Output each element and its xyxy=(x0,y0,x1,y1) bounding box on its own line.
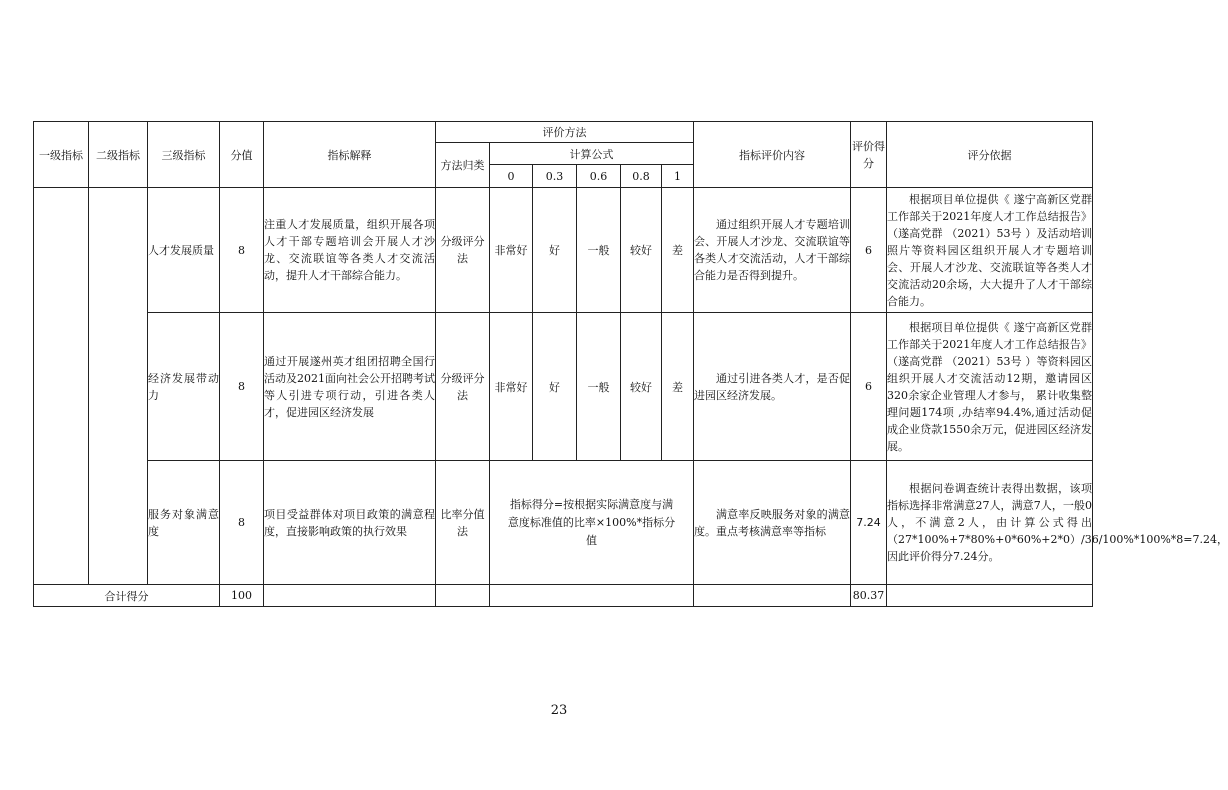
content-cell: 满意率反映服务对象的满意度。重点考核满意率等指标 xyxy=(694,461,851,585)
explanation-cell: 注重人才发展质量，组织开展各项人才干部专题培训会开展人才沙龙、交流联谊等各类人才交流活动，提升人才干部综合能力。 xyxy=(264,188,436,313)
total-empty-cell xyxy=(264,585,436,607)
header-explanation: 指标解释 xyxy=(264,122,436,188)
level3-cell: 服务对象满意度 xyxy=(148,461,220,585)
eval-score-cell: 6 xyxy=(851,188,887,313)
level2-cell xyxy=(89,188,148,585)
level3-cell: 经济发展带动力 xyxy=(148,313,220,461)
header-level2: 二级指标 xyxy=(89,122,148,188)
level3-cell: 人才发展质量 xyxy=(148,188,220,313)
header-formula-col: 1 xyxy=(662,165,694,188)
explanation-cell: 项目受益群体对项目政策的满意程度，直接影响政策的执行效果 xyxy=(264,461,436,585)
total-score: 100 xyxy=(220,585,264,607)
total-eval-score: 80.37 xyxy=(851,585,887,607)
total-label: 合计得分 xyxy=(34,585,220,607)
content-cell: 通过引进各类人才，是否促进园区经济发展。 xyxy=(694,313,851,461)
total-empty-cell xyxy=(694,585,851,607)
explanation-cell: 通过开展遂州英才组团招聘全国行活动及2021面向社会公开招聘考试等人引进专项行动，引进各类人才，促进园区经济发展 xyxy=(264,313,436,461)
header-content: 指标评价内容 xyxy=(694,122,851,188)
grade-cell: 好 xyxy=(533,188,577,313)
table-row xyxy=(34,188,1093,313)
total-empty-cell xyxy=(887,585,1093,607)
header-formula-col: 0 xyxy=(490,165,533,188)
table-row xyxy=(34,313,1093,461)
score-cell: 8 xyxy=(220,313,264,461)
grade-cell: 非常好 xyxy=(490,188,533,313)
score-cell: 8 xyxy=(220,188,264,313)
method-cell: 分级评分法 xyxy=(436,188,490,313)
table-row xyxy=(34,461,1093,585)
grade-cell: 一般 xyxy=(577,313,621,461)
header-method-group: 评价方法 xyxy=(436,122,694,143)
basis-cell: 根据项目单位提供《 遂宁高新区党群工作部关于2021年度人才工作总结报告》（遂高党群 （2021）53号 ）及活动培训照片等资料园区组织开展人才专题培训会、开展人才沙龙、交流联谊等各类人才交流活动20余场，大大提升了人才干部综合能力。 xyxy=(887,188,1093,313)
grade-cell: 较好 xyxy=(621,313,662,461)
header-method-type: 方法归类 xyxy=(436,143,490,188)
total-empty-cell xyxy=(490,585,694,607)
grade-cell: 好 xyxy=(533,313,577,461)
eval-score-cell: 7.24 xyxy=(851,461,887,585)
header-formula-col: 0.8 xyxy=(621,165,662,188)
grade-cell: 差 xyxy=(662,188,694,313)
score-cell: 8 xyxy=(220,461,264,585)
header-basis: 评分依据 xyxy=(887,122,1093,188)
content-cell: 通过组织开展人才专题培训会、开展人才沙龙、交流联谊等各类人才交流活动，人才干部综合能力是否得到提升。 xyxy=(694,188,851,313)
basis-cell: 根据问卷调查统计表得出数据，该项指标选择非常满意27人，满意7人，一般0人，不满意2人，由计算公式得出（27*100%+7*80%+0*60%+2*0）/36/100%*100%*8=7.24，因此评价得分7.24分。 xyxy=(887,461,1093,585)
eval-score-cell: 6 xyxy=(851,313,887,461)
grade-cell: 非常好 xyxy=(490,313,533,461)
grade-cell: 差 xyxy=(662,313,694,461)
method-cell: 分级评分法 xyxy=(436,313,490,461)
header-formula-group: 计算公式 xyxy=(490,143,694,165)
header-eval-score: 评价得分 xyxy=(851,122,887,188)
formula-cell: 指标得分=按根据实际满意度与满意度标准值的比率×100%*指标分值 xyxy=(490,461,694,585)
header-level1: 一级指标 xyxy=(34,122,89,188)
total-empty-cell xyxy=(436,585,490,607)
level1-cell xyxy=(34,188,89,585)
header-score: 分值 xyxy=(220,122,264,188)
method-cell: 比率分值法 xyxy=(436,461,490,585)
grade-cell: 较好 xyxy=(621,188,662,313)
header-row-1 xyxy=(34,122,1093,143)
grade-cell: 一般 xyxy=(577,188,621,313)
basis-cell: 根据项目单位提供《 遂宁高新区党群工作部关于2021年度人才工作总结报告》（遂高党群 （2021）53号 ）等资料园区组织开展人才交流活动12期，邀请园区320余家企业管理人才参与， 累计收集整理问题174项 ,办结率94.4%,通过活动促成企业贷款1550余万元，促进园区经济发展。 xyxy=(887,313,1093,461)
header-formula-col: 0.3 xyxy=(533,165,577,188)
total-row xyxy=(34,585,1093,607)
evaluation-table xyxy=(33,121,1228,607)
page-number: 23 xyxy=(550,703,568,718)
header-formula-col: 0.6 xyxy=(577,165,621,188)
header-level3: 三级指标 xyxy=(148,122,220,188)
